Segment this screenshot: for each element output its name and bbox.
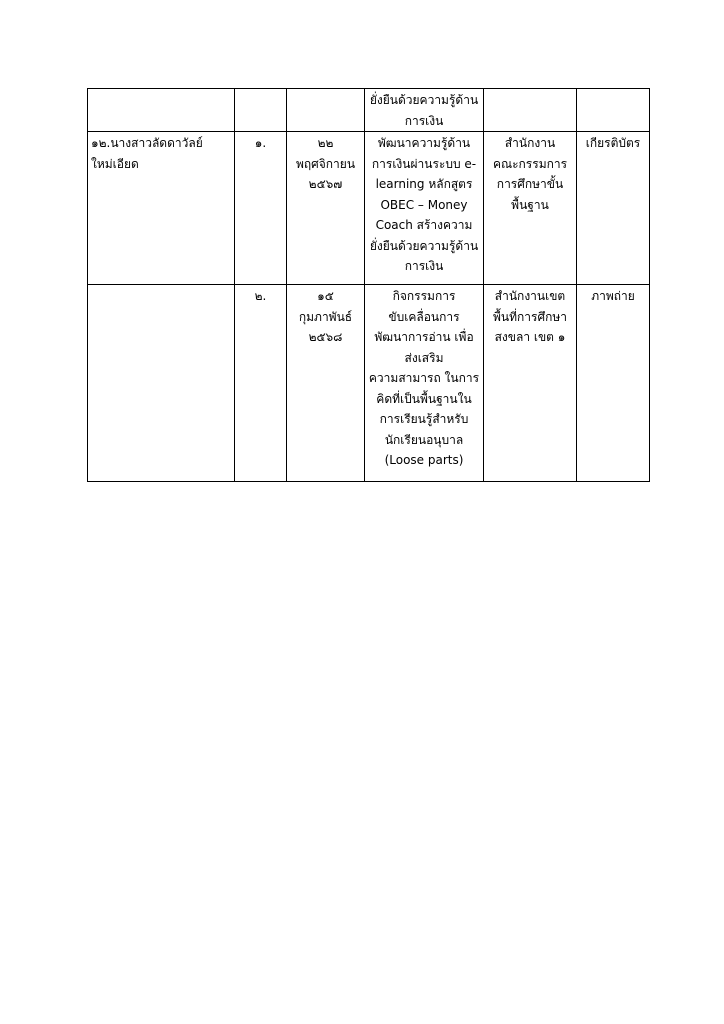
name-cell	[88, 89, 235, 132]
activity-line: กิจกรรมการ	[392, 289, 456, 303]
number-cell	[235, 285, 287, 482]
evidence-cell	[577, 285, 650, 482]
organizer-line: สงขลา เขต ๑	[494, 330, 566, 344]
activity-line: ส่งเสริม	[404, 350, 444, 365]
table-row	[88, 132, 650, 285]
activity-line: ยั่งยืนด้วยความรู้ด้าน	[369, 238, 479, 253]
activity-line: ขับเคลื่อนการ	[388, 309, 460, 324]
activity-cell	[365, 132, 484, 285]
activity-line: ยั่งยืนด้วยความรู้ด้าน	[369, 93, 479, 107]
date-year: ๒๕๖๘	[308, 330, 343, 344]
activity-line: การเงิน	[404, 113, 444, 128]
table-row	[88, 89, 650, 132]
name-line: ๑๒.นางสาวลัดดาวัลย์	[91, 136, 203, 150]
activity-line: (Loose parts)	[384, 453, 464, 467]
item-number: ๒.	[254, 289, 267, 303]
evidence-type: ภาพถ่าย	[591, 289, 635, 303]
activity-line: การเงินผ่านระบบ e-	[371, 156, 477, 171]
name-cell	[88, 285, 235, 482]
organizer-cell	[484, 132, 577, 285]
activity-line: คิดที่เป็นพื้นฐานใน	[376, 391, 472, 406]
date-cell	[287, 132, 365, 285]
evidence-type: เกียรติบัตร	[585, 136, 641, 150]
organizer-line: คณะกรรมการ	[492, 156, 568, 171]
number-cell	[235, 132, 287, 285]
name-line: ใหม่เอียด	[91, 156, 139, 171]
activity-line: พัฒนาความรู้ด้าน	[377, 136, 471, 150]
date-month: กุมภาพันธ์	[298, 309, 353, 324]
activity-table	[87, 88, 650, 482]
evidence-cell	[577, 89, 650, 132]
activity-line: พัฒนาการอ่าน เพื่อ	[374, 330, 474, 344]
organizer-line: พื้นที่การศึกษา	[492, 309, 567, 324]
date-month: พฤศจิกายน	[295, 156, 356, 171]
item-number: ๑.	[254, 136, 267, 150]
organizer-line: สำนักงานเขต	[494, 289, 566, 303]
activity-line: learning หลักสูตร	[375, 177, 473, 191]
activity-cell	[365, 285, 484, 482]
activity-line: ความสามารถ ในการ	[368, 371, 480, 385]
activity-line: นักเรียนอนุบาล	[384, 432, 464, 447]
evidence-cell	[577, 132, 650, 285]
table-row	[88, 285, 650, 482]
number-cell	[235, 89, 287, 132]
organizer-line: การศึกษาขั้น	[496, 177, 564, 191]
name-cell	[88, 132, 235, 285]
date-cell	[287, 285, 365, 482]
organizer-line: พื้นฐาน	[511, 197, 549, 212]
activity-line: การเงิน	[404, 259, 444, 273]
organizer-line: สำนักงาน	[504, 136, 556, 150]
activity-cell	[365, 89, 484, 132]
activity-line: การเรียนรู้สำหรับ	[379, 412, 469, 426]
organizer-cell	[484, 285, 577, 482]
date-day: ๑๕	[317, 289, 334, 303]
organizer-cell	[484, 89, 577, 132]
date-day: ๒๒	[317, 136, 334, 150]
activity-line: Coach สร้างความ	[375, 218, 473, 232]
date-year: ๒๕๖๗	[308, 177, 343, 191]
date-cell	[287, 89, 365, 132]
activity-line: OBEC – Money	[380, 197, 468, 212]
